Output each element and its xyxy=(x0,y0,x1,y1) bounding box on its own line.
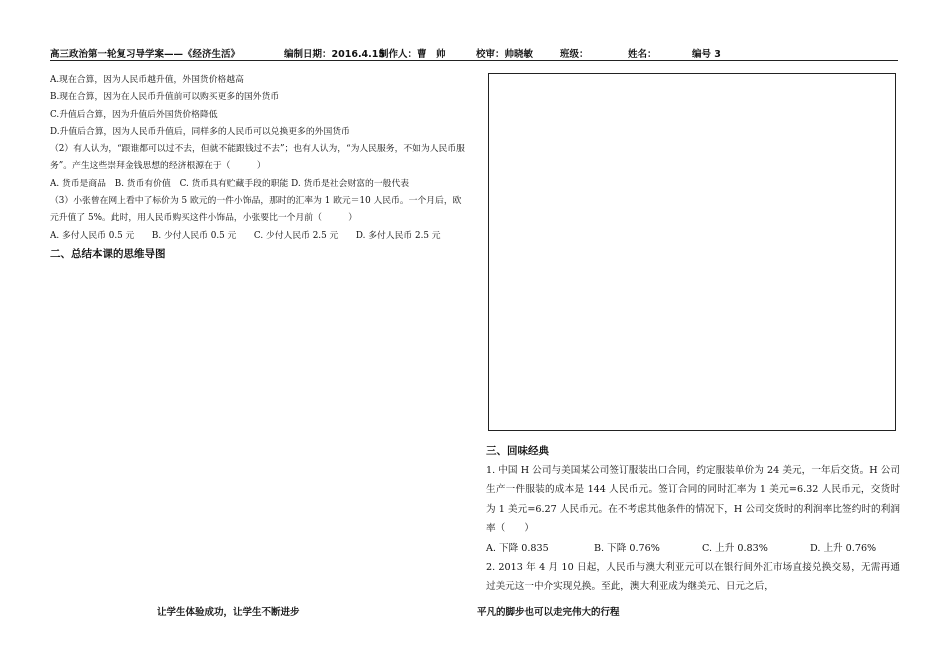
right-q1-options xyxy=(486,539,900,558)
header-title: 高三政治第一轮复习导学案——《经济生活》 xyxy=(50,49,241,60)
footer-right-motto: 平凡的脚步也可以走完伟大的行程 xyxy=(477,607,620,618)
header-author: 制作人：曹 帅 xyxy=(379,49,446,60)
mind-map-box xyxy=(488,73,896,431)
right-q1-text: 1. 中国 H 公司与美国某公司签订服装出口合同，约定服装单价为 24 美元，一年后交货。H 公司生产一件服装的成本是 144 人民币元。签订合同的同时汇率为 1 美元=6.32 人民币元，交货时为 1 美元=6.27 人民币元。在不考虑其他条件的情况下，H 公司交货时的利润率比签约时的利润率（ ） xyxy=(486,465,900,535)
section2-title: 二、总结本课的思维导图 xyxy=(50,247,166,260)
header-name-label: 姓名： xyxy=(628,49,657,60)
q3-text: （3）小张曾在网上看中了标价为 5 欧元的一件小饰品，那时的汇率为 1 欧元＝10 人民币。一个月后，欧元升值了 5%。此时，用人民币购买这件小饰品，小张要比一个月前（ ） xyxy=(50,196,462,224)
page-header xyxy=(50,46,898,61)
header-class-label: 班级： xyxy=(560,49,589,60)
q2-options: A. 货币是商品 B. 货币有价值 C. 货币具有贮藏手段的职能 D. 货币是社会财富的一般代表 xyxy=(50,178,410,189)
right-column xyxy=(486,442,900,597)
q1-option-b: B.现在合算，因为在人民币升值前可以购买更多的国外货币 xyxy=(50,92,280,103)
right-q1-option-a: A. 下降 0.835 xyxy=(486,542,549,554)
left-column xyxy=(50,72,468,263)
q3-options: A. 多付人民币 0.5 元 B. 少付人民币 0.5 元 C. 少付人民币 2.5 元 D. 多付人民币 2.5 元 xyxy=(50,230,441,241)
right-q1-option-d: D. 上升 0.76% xyxy=(810,542,877,554)
right-q2-text: 2. 2013 年 4 月 10 日起，人民币与澳大利亚元可以在银行间外汇市场直接兑换交易，无需再通过美元这一中介实现兑换。至此，澳大利亚成为继美元、日元之后， xyxy=(486,562,900,593)
header-number: 编号 3 xyxy=(692,49,721,60)
footer-left-motto: 让学生体验成功，让学生不断进步 xyxy=(157,607,300,618)
q1-option-c: C.升值后合算，因为升值后外国货价格降低 xyxy=(50,109,218,120)
right-q1-option-c: C. 上升 0.83% xyxy=(702,542,768,554)
section3-title: 三、回味经典 xyxy=(486,445,549,457)
header-reviewer: 校审：帅晓敏 xyxy=(476,49,534,60)
q1-option-a: A.现在合算，因为人民币越升值，外国货价格越高 xyxy=(50,75,244,85)
q2-text: （2）有人认为，“跟谁都可以过不去，但就不能跟钱过不去”；也有人认为，“为人民服务，不如为人民币服务”。产生这些崇拜金钱思想的经济根源在于（ ） xyxy=(50,144,465,172)
right-q1-option-b: B. 下降 0.76% xyxy=(594,542,660,554)
q1-option-d: D.升值后合算，因为人民币升值后，同样多的人民币可以兑换更多的外国货币 xyxy=(50,126,350,137)
header-date: 编制日期：2016.4.15 xyxy=(284,49,385,60)
